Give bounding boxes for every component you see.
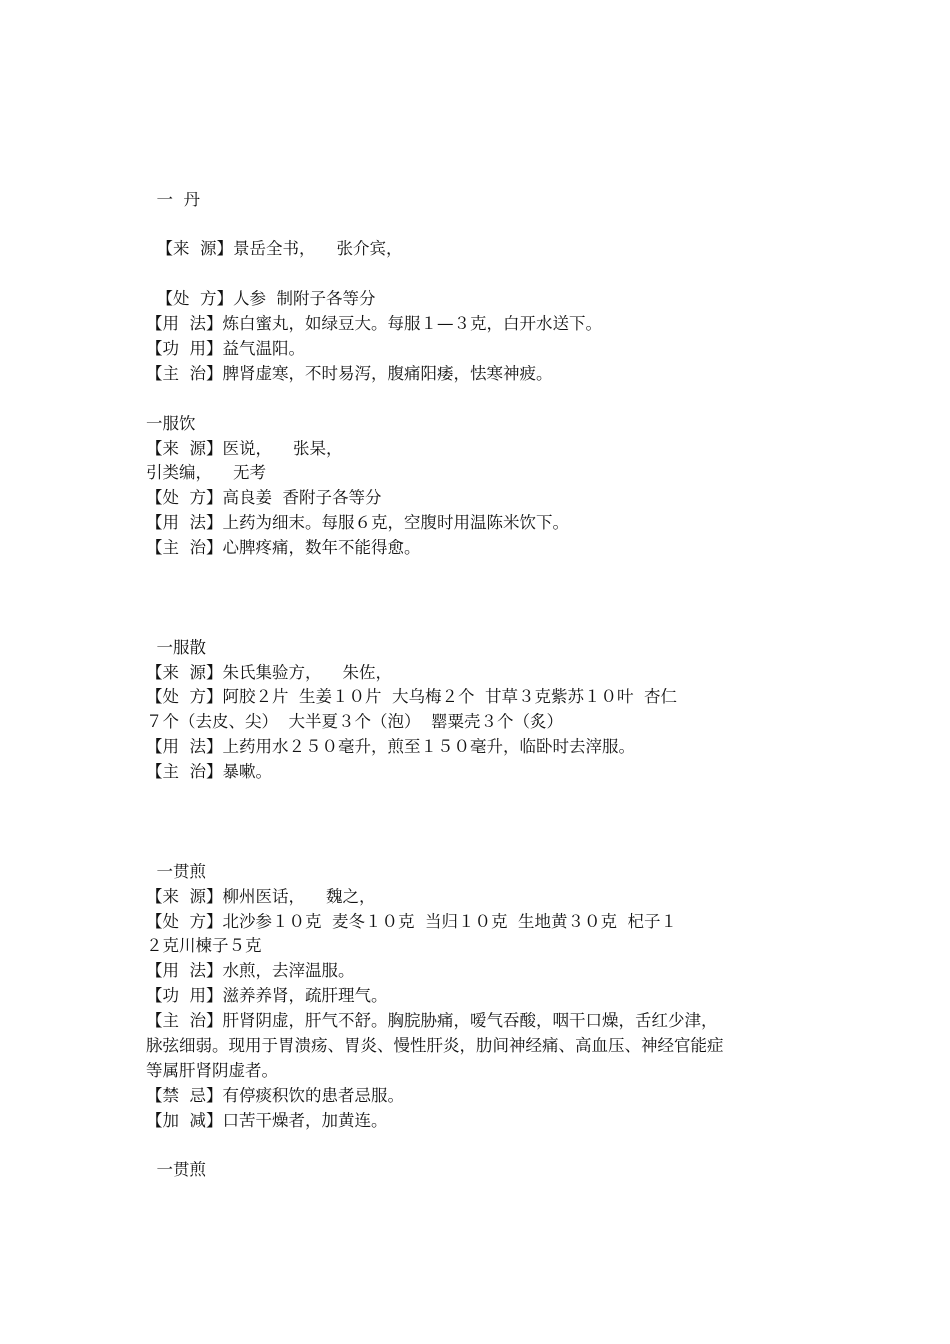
entry-function: 【功 用】滋养养肾，疏肝理气。 <box>146 986 388 1006</box>
section-heading: 一 丹 <box>146 189 200 209</box>
entry-modification: 【加 减】口苦干燥者，加黄连。 <box>146 1110 388 1130</box>
entry-indication-continued: 脉弦细弱。现用于胃溃疡、胃炎、慢性肝炎，肋间神经痛、高血压、神经官能症 <box>146 1035 724 1055</box>
entry-prescription-continued: ７个（去皮、尖） 大半夏３个（泡） 罂粟壳３个（炙） <box>146 712 563 732</box>
entry-usage: 【用 法】水煎，去滓温服。 <box>146 961 355 981</box>
section-heading: 一贯煎 <box>146 861 206 881</box>
text-line <box>146 810 816 835</box>
entry-indication-continued: 等属肝肾阴虚者。 <box>146 1060 278 1080</box>
text-line <box>146 785 816 810</box>
entry-prescription: 【处 方】高良姜 香附子各等分 <box>146 488 382 508</box>
entry-usage: 【用 法】炼白蜜丸，如绿豆大。每服１—３克，白开水送下。 <box>146 314 602 334</box>
entry-contraindication: 【禁 忌】有停痰积饮的患者忌服。 <box>146 1085 404 1105</box>
text-line <box>146 213 816 238</box>
section-heading: 一服散 <box>146 637 206 657</box>
section-heading: 一贯煎 <box>146 1160 206 1180</box>
document-page <box>146 113 816 1208</box>
entry-indication: 【主 治】心脾疼痛，数年不能得愈。 <box>146 538 421 558</box>
text-line <box>146 113 816 138</box>
entry-source: 【来 源】柳州医话， 魏之， <box>146 886 381 906</box>
text-line <box>146 611 816 636</box>
section-heading: 一服饮 <box>146 413 196 433</box>
text-line <box>146 1183 816 1208</box>
entry-indication: 【主 治】脾肾虚寒，不时易泻，腹痛阳痿，怯寒神疲。 <box>146 363 553 383</box>
entry-indication: 【主 治】肝肾阴虚，肝气不舒。胸脘胁痛，嗳气吞酸，咽干口燥，舌红少津， <box>146 1011 718 1031</box>
entry-prescription: 【处 方】阿胶２片 生姜１０片 大乌梅２个 甘草３克紫苏１０叶 杏仁 <box>146 687 677 707</box>
entry-indication: 【主 治】暴嗽。 <box>146 762 272 782</box>
entry-function: 【功 用】益气温阳。 <box>146 339 305 359</box>
entry-source: 【来 源】医说， 张杲， <box>146 438 374 458</box>
text-line <box>146 835 816 860</box>
text-line <box>146 138 816 163</box>
text-line <box>146 262 816 287</box>
entry-prescription: 【处 方】北沙参１０克 麦冬１０克 当归１０克 生地黄３０克 杞子１ <box>146 911 677 931</box>
text-line <box>146 586 816 611</box>
entry-source: 【来 源】景岳全书， 张介宾， <box>146 239 434 259</box>
text-line <box>146 1134 816 1159</box>
entry-prescription-continued: ２克川楝子５克 <box>146 936 262 956</box>
text-line <box>146 561 816 586</box>
entry-usage: 【用 法】上药为细末。每服６克，空腹时用温陈米饮下。 <box>146 513 569 533</box>
entry-citation: 引类编， 无考 <box>146 463 266 483</box>
entry-source: 【来 源】朱氏集验方， 朱佐， <box>146 662 424 682</box>
text-line <box>146 387 816 412</box>
entry-prescription: 【处 方】人参 制附子各等分 <box>146 289 376 309</box>
text-line <box>146 163 816 188</box>
entry-usage: 【用 法】上药用水２５０毫升，煎至１５０毫升，临卧时去滓服。 <box>146 737 635 757</box>
